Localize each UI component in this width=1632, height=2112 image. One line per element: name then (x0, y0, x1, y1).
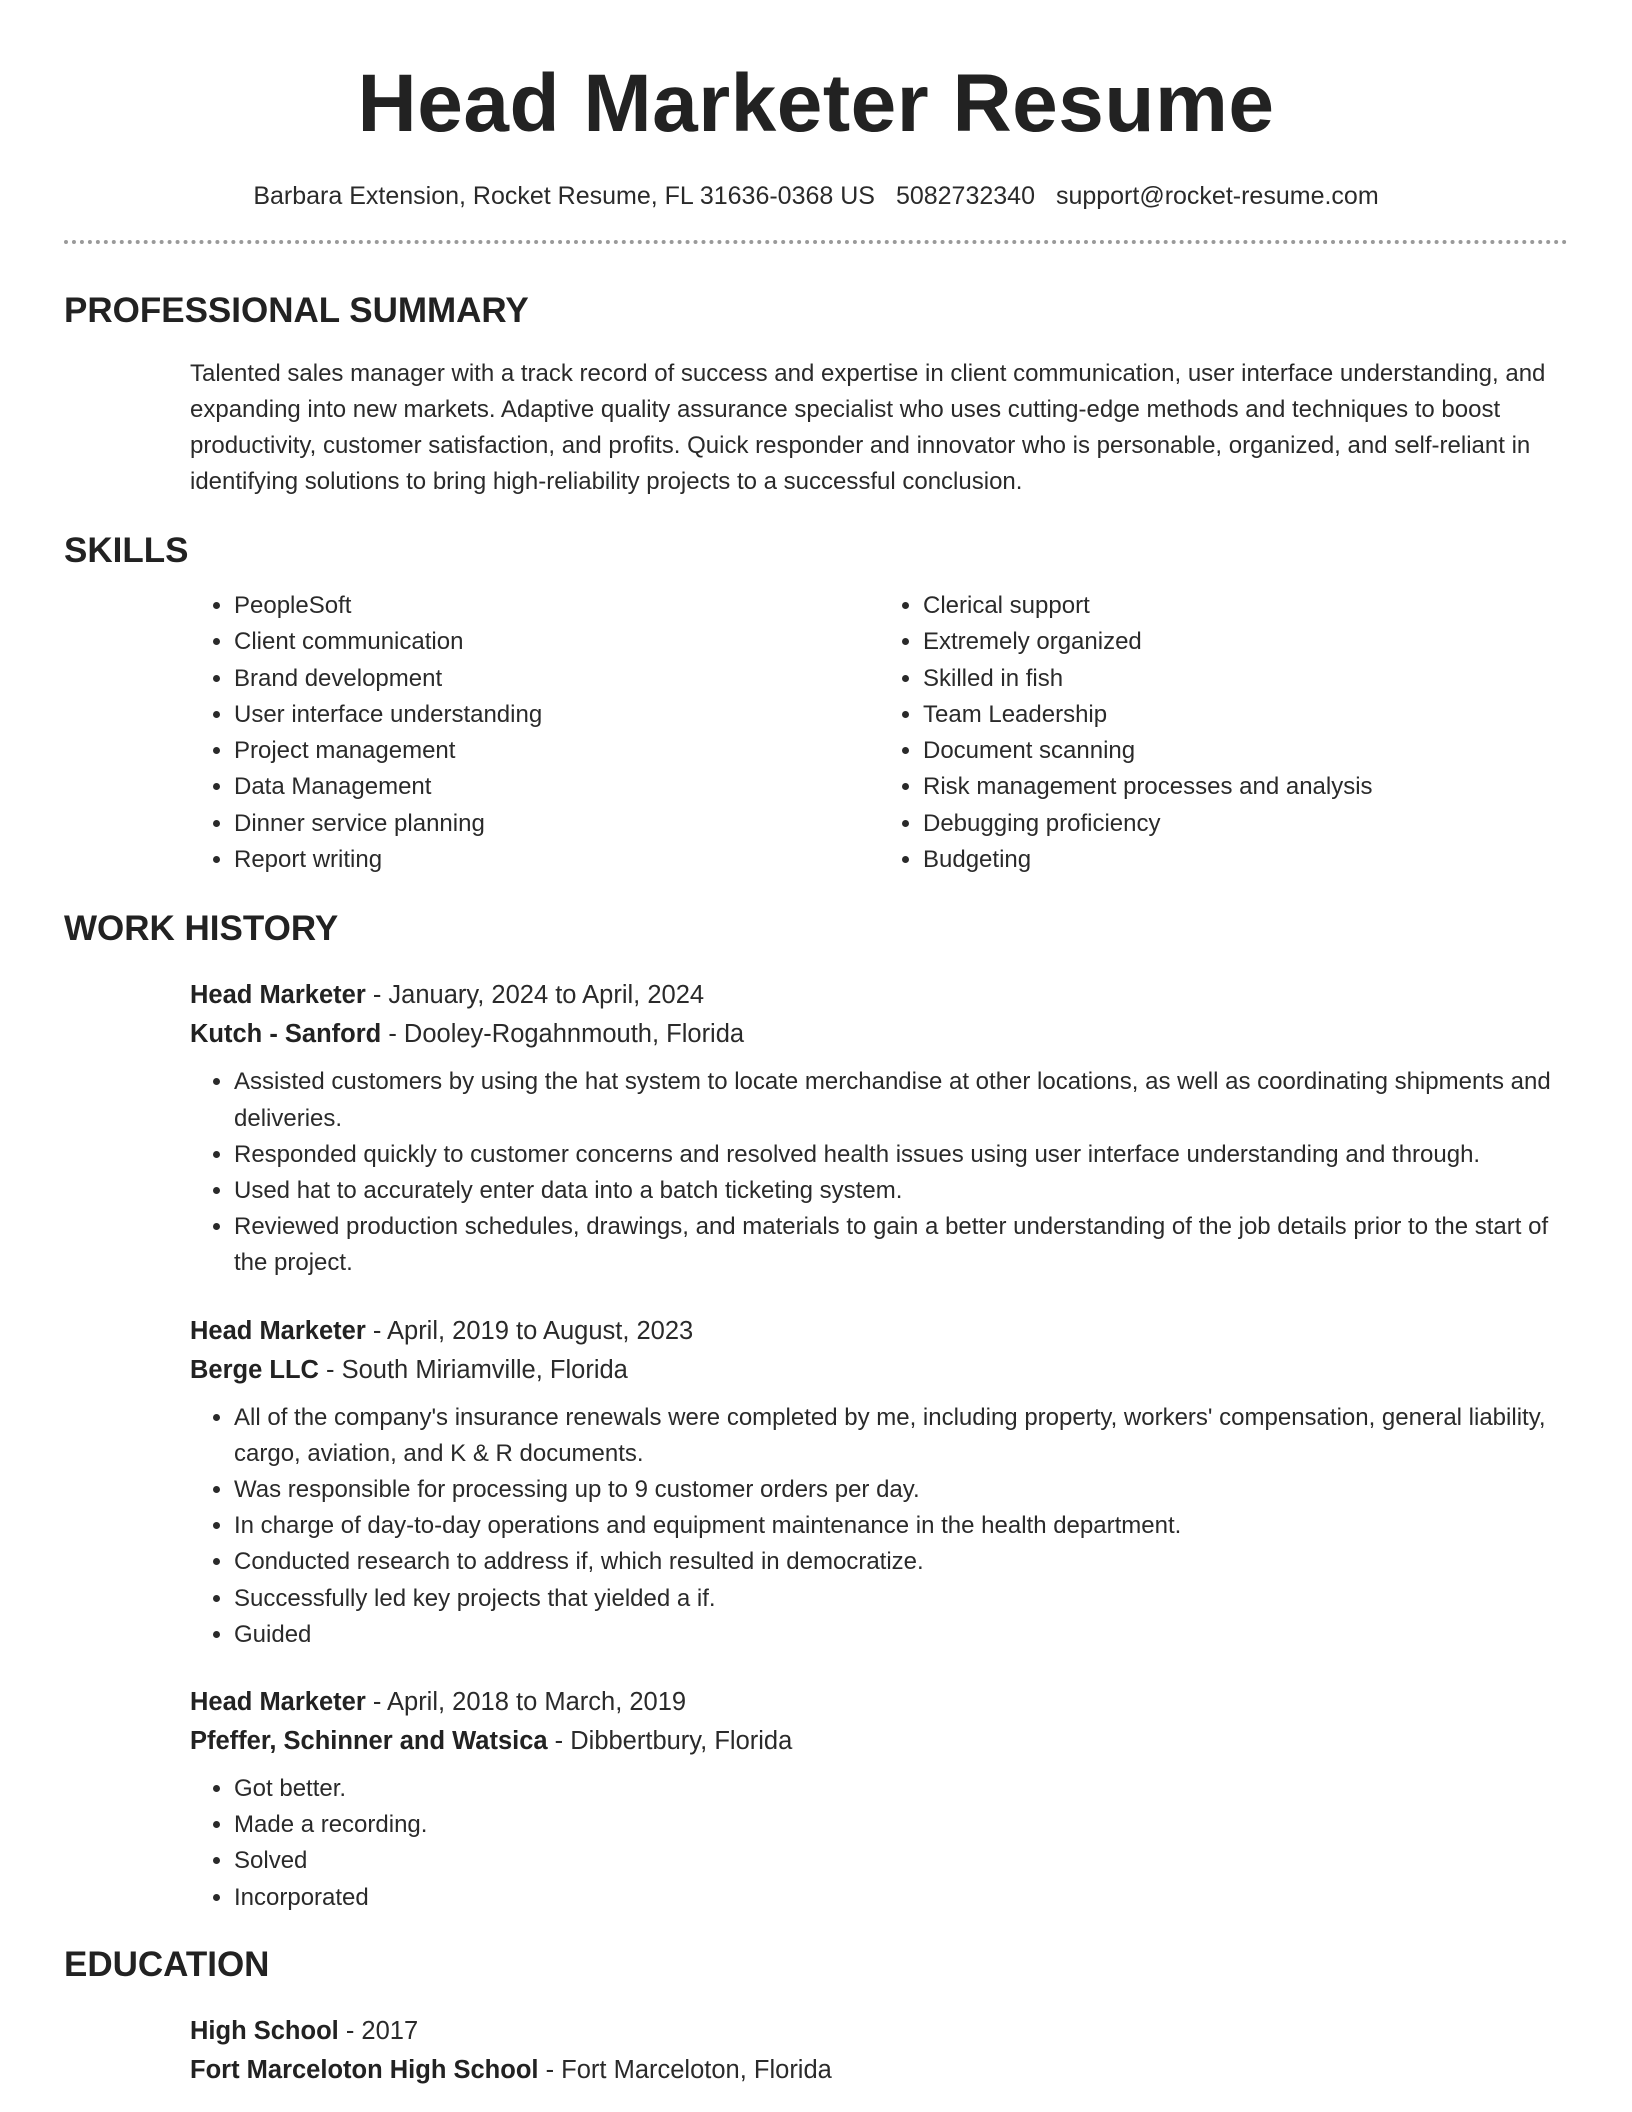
skill-item: • PeopleSoft (234, 588, 879, 624)
job-bullet: • Was responsible for processing up to 9 customer orders per day. (234, 1472, 1568, 1508)
section-title-work-history: WORK HISTORY (64, 909, 339, 949)
skill-item: • Client communication (234, 624, 879, 660)
job-company: Pfeffer, Schinner and Watsica (190, 1727, 548, 1756)
job-bullet: • Used hat to accurately enter data into a batch ticketing system. (234, 1173, 1568, 1209)
section-title-skills: SKILLS (64, 531, 189, 570)
page-title: Head Marketer Resume (357, 58, 1275, 149)
skills-column-right (879, 588, 1568, 878)
job-bullets (190, 1771, 1568, 1916)
job-company-line (190, 1351, 1568, 1390)
education-location: - Fort Marceloton, Florida (538, 2055, 832, 2084)
education-degree-line (190, 2012, 1568, 2051)
skill-item: • Clerical support (923, 588, 1568, 624)
skill-item: • Risk management processes and analysis (923, 769, 1568, 805)
contact-address: Barbara Extension, Rocket Resume, FL 31636-0368 US (253, 182, 875, 210)
skill-item: • Debugging proficiency (923, 806, 1568, 842)
job-bullets (190, 1064, 1568, 1281)
job-bullet: • Assisted customers by using the hat system to locate merchandise at other locations, as well as coordinating shipments and deliveries. (234, 1064, 1568, 1136)
contact-email: support@rocket-resume.com (1055, 182, 1379, 210)
skill-item: • Skilled in fish (923, 661, 1568, 697)
job-role: Head Marketer (190, 1316, 366, 1345)
contact-phone: 5082732340 (895, 182, 1035, 210)
section-title-summary: PROFESSIONAL SUMMARY (64, 291, 529, 330)
skill-item: • User interface understanding (234, 697, 879, 733)
skill-item: • Dinner service planning (234, 806, 879, 842)
skill-item: • Extremely organized (923, 624, 1568, 660)
job-bullet: • Got better. (234, 1771, 1568, 1807)
job-role: Head Marketer (190, 981, 366, 1010)
job-bullet: • Guided (234, 1617, 1568, 1653)
skill-item: • Brand development (234, 661, 879, 697)
job-bullet: • Responded quickly to customer concerns and resolved health issues using user interface understanding and through. (234, 1137, 1568, 1173)
skills-list (190, 588, 1568, 878)
summary-text: Talented sales manager with a track record of success and expertise in client communication, user interface understanding, and expanding into new markets. Adaptive quality assurance specialist who uses cutting-edge methods and techniques to boost productivity, customer satisfaction, and profits. Quick responder and innovator who is personable, organized, and self-reliant in identifying solutions to bring high-reliability projects to a successful conclusion. (190, 360, 1546, 495)
job-role-line (190, 1683, 1568, 1722)
job-company: Kutch - Sanford (190, 1020, 382, 1049)
job-role-line (190, 1312, 1568, 1351)
job-bullet: • Incorporated (234, 1880, 1568, 1916)
education-year: - 2017 (338, 2016, 419, 2045)
job-dates: - January, 2024 to April, 2024 (365, 981, 705, 1010)
job-bullet: • Reviewed production schedules, drawings, and materials to gain a better understanding of the job details prior to the start of the project. (234, 1209, 1568, 1281)
job-location: - Dooley-Rogahnmouth, Florida (381, 1020, 745, 1049)
skill-item: • Team Leadership (923, 697, 1568, 733)
section-title-education: EDUCATION (64, 1944, 270, 1984)
job-bullet: • All of the company's insurance renewals were completed by me, including property, workers' compensation, general liability, cargo, aviation, and K & R documents. (234, 1400, 1568, 1472)
skill-item: • Budgeting (923, 842, 1568, 878)
job-dates: - April, 2019 to August, 2023 (365, 1316, 694, 1345)
education-entry (190, 2012, 1568, 2090)
skill-item: • Report writing (234, 842, 879, 878)
education-school-line (190, 2051, 1568, 2090)
job-bullet: • In charge of day-to-day operations and equipment maintenance in the health department. (234, 1508, 1568, 1544)
job-entry (190, 1683, 1568, 1916)
job-bullet: • Made a recording. (234, 1807, 1568, 1843)
job-location: - South Miriamville, Florida (318, 1355, 628, 1384)
skills-column-left (190, 588, 879, 878)
job-company-line (190, 1015, 1568, 1054)
job-company: Berge LLC (190, 1355, 319, 1384)
job-bullets (190, 1400, 1568, 1653)
job-entry (190, 976, 1568, 1281)
job-company-line (190, 1722, 1568, 1761)
job-entry (190, 1312, 1568, 1653)
education-school: Fort Marceloton High School (190, 2055, 539, 2084)
header-divider (64, 240, 1568, 244)
job-location: - Dibbertbury, Florida (547, 1727, 793, 1756)
skill-item: • Project management (234, 733, 879, 769)
job-role-line (190, 976, 1568, 1015)
job-bullet: • Conducted research to address if, which resulted in democratize. (234, 1544, 1568, 1580)
education-degree: High School (190, 2016, 339, 2045)
skill-item: • Data Management (234, 769, 879, 805)
job-role: Head Marketer (190, 1688, 366, 1717)
skill-item: • Document scanning (923, 733, 1568, 769)
job-bullet: • Successfully led key projects that yielded a if. (234, 1581, 1568, 1617)
job-bullet: • Solved (234, 1843, 1568, 1879)
job-dates: - April, 2018 to March, 2019 (365, 1688, 687, 1717)
contact-info (64, 180, 1568, 212)
